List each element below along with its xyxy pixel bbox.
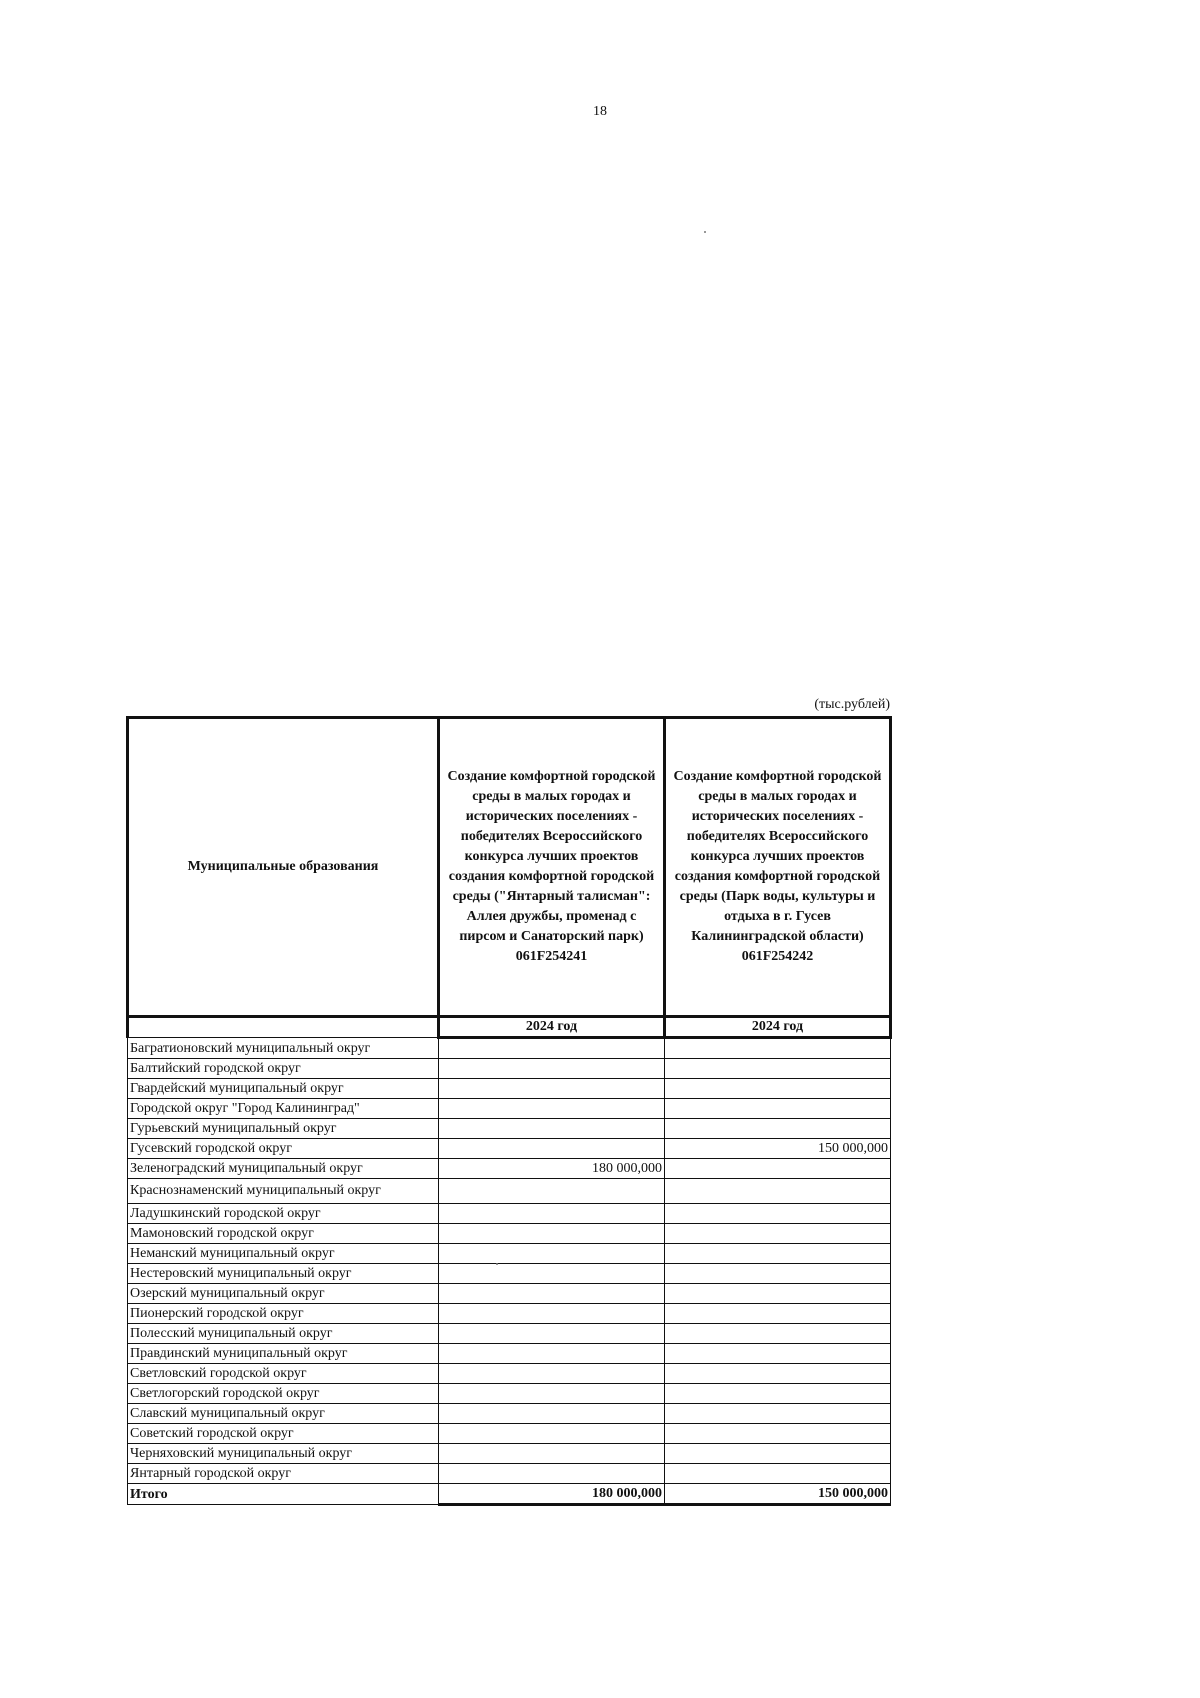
total-project-a: 180 000,000 bbox=[439, 1484, 665, 1505]
project-b-value bbox=[665, 1204, 891, 1224]
year-a-header: 2024 год bbox=[439, 1017, 665, 1038]
table-row bbox=[128, 1284, 891, 1304]
project-b-value bbox=[665, 1324, 891, 1344]
table-row bbox=[128, 1384, 891, 1404]
project-b-value bbox=[665, 1264, 891, 1284]
project-b-value bbox=[665, 1038, 891, 1059]
municipality-name: Ладушкинский городской округ bbox=[128, 1204, 439, 1224]
municipality-name: Гурьевский муниципальный округ bbox=[128, 1119, 439, 1139]
project-a-value bbox=[439, 1244, 665, 1264]
project-b-column-header: Создание комфортной городской среды в малых городах и исторических поселениях - победителях Всероссийского конкурса лучших проектов создания комфортной городской среды (Парк воды, культуры и отдыха в г. Гусев Калининградской области) 061F254242 bbox=[665, 718, 891, 1017]
table-row bbox=[128, 1464, 891, 1484]
project-b-value bbox=[665, 1444, 891, 1464]
table-row bbox=[128, 1224, 891, 1244]
project-a-value bbox=[439, 1179, 665, 1204]
year-row-blank bbox=[128, 1017, 439, 1038]
municipality-name: Черняховский муниципальный округ bbox=[128, 1444, 439, 1464]
table-row bbox=[128, 1324, 891, 1344]
municipality-name: Светлогорский городской округ bbox=[128, 1384, 439, 1404]
municipality-column-header: Муниципальные образования bbox=[128, 718, 439, 1017]
municipality-name: Мамоновский городской округ bbox=[128, 1224, 439, 1244]
total-label: Итого bbox=[128, 1484, 439, 1505]
table-row bbox=[128, 1304, 891, 1324]
table-row bbox=[128, 1244, 891, 1264]
project-a-value bbox=[439, 1324, 665, 1344]
project-b-value bbox=[665, 1059, 891, 1079]
table-row bbox=[128, 1364, 891, 1384]
year-b-header: 2024 год bbox=[665, 1017, 891, 1038]
project-a-value bbox=[439, 1344, 665, 1364]
project-b-value bbox=[665, 1224, 891, 1244]
municipality-name: Неманский муниципальный округ bbox=[128, 1244, 439, 1264]
project-a-value bbox=[439, 1059, 665, 1079]
project-b-value bbox=[665, 1344, 891, 1364]
project-a-value bbox=[439, 1304, 665, 1324]
table-row bbox=[128, 1079, 891, 1099]
project-a-value bbox=[439, 1404, 665, 1424]
project-b-value bbox=[665, 1304, 891, 1324]
project-b-value bbox=[665, 1384, 891, 1404]
table-row bbox=[128, 1424, 891, 1444]
municipality-name: Багратионовский муниципальный округ bbox=[128, 1038, 439, 1059]
units-note: (тыс.рублей) bbox=[814, 697, 890, 712]
project-b-value bbox=[665, 1099, 891, 1119]
project-b-value bbox=[665, 1284, 891, 1304]
municipality-name: Полесский муниципальный округ bbox=[128, 1324, 439, 1344]
project-a-value bbox=[439, 1284, 665, 1304]
subsidy-table bbox=[126, 716, 892, 1506]
project-b-value bbox=[665, 1159, 891, 1179]
project-a-value bbox=[439, 1038, 665, 1059]
municipality-name: Славский муниципальный округ bbox=[128, 1404, 439, 1424]
project-a-value bbox=[439, 1119, 665, 1139]
project-b-value bbox=[665, 1079, 891, 1099]
project-b-value bbox=[665, 1364, 891, 1384]
project-a-value bbox=[439, 1224, 665, 1244]
scan-speck bbox=[704, 231, 706, 233]
project-a-value bbox=[439, 1384, 665, 1404]
table-body bbox=[128, 1038, 891, 1505]
table-row bbox=[128, 1264, 891, 1284]
table-row bbox=[128, 1159, 891, 1179]
municipality-name: Гусевский городской округ bbox=[128, 1139, 439, 1159]
table-row bbox=[128, 1119, 891, 1139]
project-a-value bbox=[439, 1099, 665, 1119]
project-b-value bbox=[665, 1244, 891, 1264]
table-row bbox=[128, 1179, 891, 1204]
municipality-name: Светловский городской округ bbox=[128, 1364, 439, 1384]
table-row bbox=[128, 1059, 891, 1079]
total-row bbox=[128, 1484, 891, 1505]
table-row bbox=[128, 1204, 891, 1224]
project-a-value bbox=[439, 1204, 665, 1224]
municipality-name: Городской округ "Город Калининград" bbox=[128, 1099, 439, 1119]
table-row bbox=[128, 1444, 891, 1464]
total-project-b: 150 000,000 bbox=[665, 1484, 891, 1505]
table-row bbox=[128, 1344, 891, 1364]
municipality-name: Краснознаменский муниципальный округ bbox=[128, 1179, 439, 1204]
project-b-value bbox=[665, 1404, 891, 1424]
project-a-value bbox=[439, 1424, 665, 1444]
table-row bbox=[128, 1099, 891, 1119]
scan-speck bbox=[496, 1263, 498, 1265]
municipality-name: Правдинский муниципальный округ bbox=[128, 1344, 439, 1364]
project-a-value bbox=[439, 1079, 665, 1099]
municipality-name: Гвардейский муниципальный округ bbox=[128, 1079, 439, 1099]
project-a-column-header: Создание комфортной городской среды в малых городах и исторических поселениях - победителях Всероссийского конкурса лучших проектов создания комфортной городской среды ("Янтарный талисман": Аллея дружбы, променад с пирсом и Санаторский парк) 061F254241 bbox=[439, 718, 665, 1017]
municipality-name: Балтийский городской округ bbox=[128, 1059, 439, 1079]
project-a-value bbox=[439, 1444, 665, 1464]
project-a-value bbox=[439, 1264, 665, 1284]
project-a-value: 180 000,000 bbox=[439, 1159, 665, 1179]
project-b-value bbox=[665, 1424, 891, 1444]
table-row bbox=[128, 1038, 891, 1059]
municipality-name: Янтарный городской округ bbox=[128, 1464, 439, 1484]
project-b-value: 150 000,000 bbox=[665, 1139, 891, 1159]
project-b-value bbox=[665, 1119, 891, 1139]
table-row bbox=[128, 1139, 891, 1159]
project-b-value bbox=[665, 1464, 891, 1484]
municipality-name: Советский городской округ bbox=[128, 1424, 439, 1444]
municipality-name: Зеленоградский муниципальный округ bbox=[128, 1159, 439, 1179]
project-a-value bbox=[439, 1139, 665, 1159]
municipality-name: Пионерский городской округ bbox=[128, 1304, 439, 1324]
page-number: 18 bbox=[593, 104, 607, 119]
project-a-value bbox=[439, 1464, 665, 1484]
table-row bbox=[128, 1404, 891, 1424]
project-b-value bbox=[665, 1179, 891, 1204]
project-a-value bbox=[439, 1364, 665, 1384]
municipality-name: Озерский муниципальный округ bbox=[128, 1284, 439, 1304]
municipality-name: Нестеровский муниципальный округ bbox=[128, 1264, 439, 1284]
